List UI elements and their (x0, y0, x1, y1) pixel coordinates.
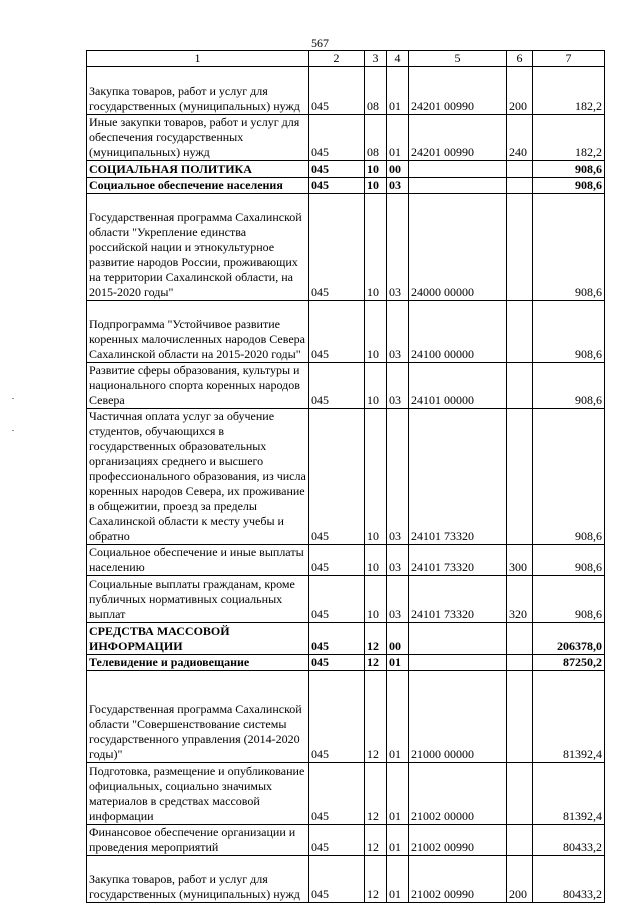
ministry-code-cell: 045 (309, 115, 365, 161)
target-article-cell: 24100 00000 (409, 301, 507, 363)
amount-cell: 908,6 (533, 178, 605, 194)
section-code-cell: 10 (365, 301, 387, 363)
ministry-code-cell: 045 (309, 763, 365, 825)
expense-type-cell (507, 194, 533, 301)
table-body (87, 67, 605, 903)
expense-type-cell: 200 (507, 856, 533, 903)
table-row (87, 576, 605, 623)
ministry-code-cell: 045 (309, 655, 365, 671)
target-article-cell: 24201 00990 (409, 67, 507, 115)
row-name-cell: Частичная оплата услуг за обучение студентов, обучающихся в государственных образовательных организациях среднего и высшего профессионального образования, из числа коренных народов Севера, их проживание в общежитии, проезд за пределы Сахалинской области к месту учебы и обратно (87, 409, 309, 545)
table-row (87, 409, 605, 545)
subsection-code-cell: 01 (387, 671, 409, 763)
target-article-cell (409, 623, 507, 655)
table-row (87, 161, 605, 178)
expense-type-cell: 320 (507, 576, 533, 623)
amount-cell: 81392,4 (533, 763, 605, 825)
column-header: 5 (409, 51, 507, 67)
amount-cell: 908,6 (533, 363, 605, 409)
expense-type-cell (507, 301, 533, 363)
table-row (87, 363, 605, 409)
amount-cell: 908,6 (533, 161, 605, 178)
table-row (87, 194, 605, 301)
target-article-cell: 24000 00000 (409, 194, 507, 301)
ministry-code-cell: 045 (309, 161, 365, 178)
section-code-cell: 12 (365, 623, 387, 655)
column-header: 4 (387, 51, 409, 67)
section-code-cell: 10 (365, 363, 387, 409)
ministry-code-cell: 045 (309, 178, 365, 194)
amount-cell: 81392,4 (533, 671, 605, 763)
section-code-cell: 08 (365, 67, 387, 115)
section-code-cell: 10 (365, 409, 387, 545)
column-number-row (87, 51, 605, 67)
row-name-cell: СОЦИАЛЬНАЯ ПОЛИТИКА (87, 161, 309, 178)
expense-type-cell (507, 363, 533, 409)
table-row (87, 623, 605, 655)
ministry-code-cell: 045 (309, 576, 365, 623)
subsection-code-cell: 03 (387, 363, 409, 409)
subsection-code-cell: 01 (387, 115, 409, 161)
amount-cell: 80433,2 (533, 825, 605, 856)
table-row (87, 671, 605, 763)
subsection-code-cell: 03 (387, 409, 409, 545)
target-article-cell: 24201 00990 (409, 115, 507, 161)
amount-cell: 908,6 (533, 576, 605, 623)
row-name-cell: Закупка товаров, работ и услуг для государственных (муниципальных) нужд (87, 856, 309, 903)
expense-type-cell (507, 623, 533, 655)
amount-cell: 908,6 (533, 194, 605, 301)
target-article-cell: 21002 00990 (409, 825, 507, 856)
row-name-cell: Государственная программа Сахалинской области "Совершенствование системы государственного управления (2014-2020 годы)" (87, 671, 309, 763)
table-row (87, 825, 605, 856)
row-name-cell: Иные закупки товаров, работ и услуг для обеспечения государственных (муниципальных) нужд (87, 115, 309, 161)
section-code-cell: 10 (365, 194, 387, 301)
column-header: 1 (87, 51, 309, 67)
subsection-code-cell: 03 (387, 545, 409, 576)
expense-type-cell: 300 (507, 545, 533, 576)
table-row (87, 115, 605, 161)
expense-type-cell (507, 825, 533, 856)
section-code-cell: 12 (365, 763, 387, 825)
expense-type-cell (507, 409, 533, 545)
row-name-cell: Подготовка, размещение и опубликование официальных, социально значимых материалов в средствах массовой информации (87, 763, 309, 825)
target-article-cell (409, 655, 507, 671)
section-code-cell: 12 (365, 856, 387, 903)
section-code-cell: 10 (365, 545, 387, 576)
table-row (87, 301, 605, 363)
section-code-cell: 08 (365, 115, 387, 161)
amount-cell: 182,2 (533, 115, 605, 161)
expense-type-cell (507, 161, 533, 178)
subsection-code-cell: 03 (387, 576, 409, 623)
page-number: 567 (311, 36, 329, 50)
table-row (87, 67, 605, 115)
section-code-cell: 10 (365, 576, 387, 623)
table-row (87, 178, 605, 194)
subsection-code-cell: 03 (387, 194, 409, 301)
ministry-code-cell: 045 (309, 545, 365, 576)
row-name-cell: Социальное обеспечение и иные выплаты населению (87, 545, 309, 576)
section-code-cell: 10 (365, 161, 387, 178)
subsection-code-cell: 01 (387, 856, 409, 903)
row-name-cell: Подпрограмма "Устойчивое развитие коренных малочисленных народов Севера Сахалинской области на 2015-2020 годы" (87, 301, 309, 363)
target-article-cell (409, 161, 507, 178)
amount-cell: 908,6 (533, 409, 605, 545)
table-row (87, 655, 605, 671)
row-name-cell: СРЕДСТВА МАССОВОЙ ИНФОРМАЦИИ (87, 623, 309, 655)
ministry-code-cell: 045 (309, 623, 365, 655)
scan-mark (12, 398, 14, 399)
ministry-code-cell: 045 (309, 671, 365, 763)
target-article-cell: 21002 00000 (409, 763, 507, 825)
subsection-code-cell: 01 (387, 825, 409, 856)
amount-cell: 87250,2 (533, 655, 605, 671)
target-article-cell: 24101 73320 (409, 576, 507, 623)
ministry-code-cell: 045 (309, 409, 365, 545)
amount-cell: 908,6 (533, 545, 605, 576)
expense-type-cell: 200 (507, 67, 533, 115)
target-article-cell: 24101 73320 (409, 545, 507, 576)
section-code-cell: 10 (365, 178, 387, 194)
table-row (87, 856, 605, 903)
expense-type-cell (507, 763, 533, 825)
subsection-code-cell: 01 (387, 67, 409, 115)
column-header: 2 (309, 51, 365, 67)
row-name-cell: Телевидение и радиовещание (87, 655, 309, 671)
column-header: 3 (365, 51, 387, 67)
amount-cell: 908,6 (533, 301, 605, 363)
row-name-cell: Государственная программа Сахалинской области "Укрепление единства российской нации и этнокультурное развитие народов России, проживающих на территории Сахалинской области, на 2015-2020 годы" (87, 194, 309, 301)
amount-cell: 206378,0 (533, 623, 605, 655)
target-article-cell: 24101 73320 (409, 409, 507, 545)
subsection-code-cell: 01 (387, 763, 409, 825)
row-name-cell: Развитие сферы образования, культуры и национального спорта коренных народов Севера (87, 363, 309, 409)
target-article-cell: 21002 00990 (409, 856, 507, 903)
ministry-code-cell: 045 (309, 363, 365, 409)
ministry-code-cell: 045 (309, 67, 365, 115)
row-name-cell: Социальное обеспечение населения (87, 178, 309, 194)
subsection-code-cell: 03 (387, 301, 409, 363)
ministry-code-cell: 045 (309, 856, 365, 903)
subsection-code-cell: 00 (387, 623, 409, 655)
target-article-cell: 24101 00000 (409, 363, 507, 409)
row-name-cell: Закупка товаров, работ и услуг для государственных (муниципальных) нужд (87, 67, 309, 115)
section-code-cell: 12 (365, 825, 387, 856)
expense-type-cell (507, 655, 533, 671)
target-article-cell: 21000 00000 (409, 671, 507, 763)
expense-type-cell (507, 178, 533, 194)
budget-table (86, 50, 605, 903)
section-code-cell: 12 (365, 671, 387, 763)
section-code-cell: 12 (365, 655, 387, 671)
expense-type-cell: 240 (507, 115, 533, 161)
expense-type-cell (507, 671, 533, 763)
column-header: 7 (533, 51, 605, 67)
ministry-code-cell: 045 (309, 825, 365, 856)
ministry-code-cell: 045 (309, 194, 365, 301)
column-header: 6 (507, 51, 533, 67)
scan-mark (12, 430, 14, 431)
amount-cell: 182,2 (533, 67, 605, 115)
ministry-code-cell: 045 (309, 301, 365, 363)
subsection-code-cell: 00 (387, 161, 409, 178)
subsection-code-cell: 03 (387, 178, 409, 194)
target-article-cell (409, 178, 507, 194)
subsection-code-cell: 01 (387, 655, 409, 671)
table-row (87, 545, 605, 576)
row-name-cell: Финансовое обеспечение организации и проведения мероприятий (87, 825, 309, 856)
row-name-cell: Социальные выплаты гражданам, кроме публичных нормативных социальных выплат (87, 576, 309, 623)
table-row (87, 763, 605, 825)
amount-cell: 80433,2 (533, 856, 605, 903)
